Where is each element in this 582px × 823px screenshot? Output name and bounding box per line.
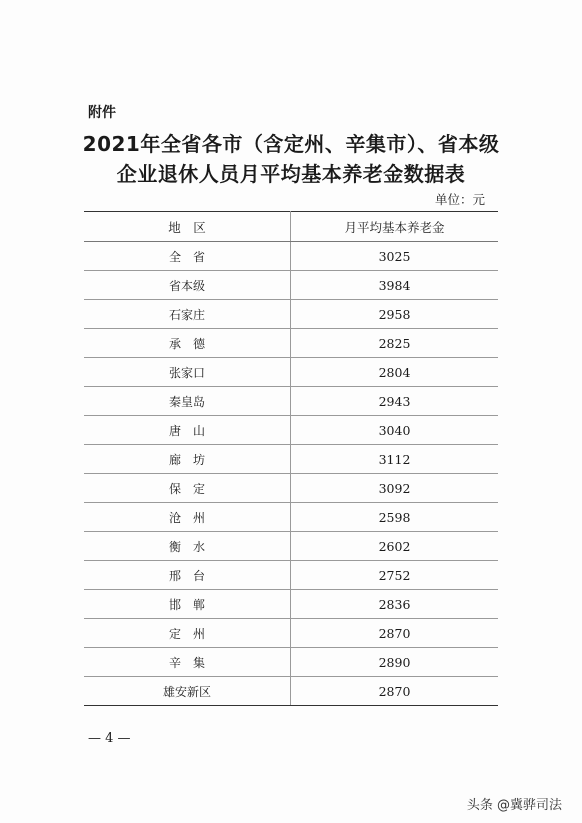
region-cell: 张家口 (84, 358, 291, 387)
value-cell: 3040 (291, 416, 499, 445)
region-cell: 沧 州 (84, 503, 291, 532)
value-cell: 2836 (291, 590, 499, 619)
table-row (84, 300, 498, 329)
table-row (84, 242, 498, 271)
table-row (84, 329, 498, 358)
unit-label: 单位：元 (434, 192, 485, 207)
value-cell: 2752 (291, 561, 499, 590)
pension-data-table (84, 211, 498, 706)
region-cell: 邢 台 (84, 561, 291, 590)
table-row (84, 677, 498, 706)
value-cell: 3112 (291, 445, 499, 474)
region-cell: 衡 水 (84, 532, 291, 561)
value-cell: 2602 (291, 532, 499, 561)
region-cell: 定 州 (84, 619, 291, 648)
table-row (84, 445, 498, 474)
value-cell: 2943 (291, 387, 499, 416)
value-cell: 2870 (291, 619, 499, 648)
document-title-line-2: 企业退休人员月平均基本养老金数据表 (116, 162, 466, 186)
value-cell: 2890 (291, 648, 499, 677)
value-cell: 3092 (291, 474, 499, 503)
header-pension: 月平均基本养老金 (291, 212, 499, 242)
header-region: 地 区 (84, 212, 291, 242)
table-row (84, 561, 498, 590)
value-cell: 2870 (291, 677, 499, 706)
value-cell: 2825 (291, 329, 499, 358)
table-row (84, 503, 498, 532)
document-title-line-1: 2021年全省各市（含定州、辛集市）、省本级 (82, 132, 500, 156)
region-cell: 廊 坊 (84, 445, 291, 474)
table-row (84, 532, 498, 561)
value-cell: 2598 (291, 503, 499, 532)
value-cell: 3025 (291, 242, 499, 271)
watermark: 头条 @冀骅司法 (466, 798, 562, 813)
table-header-row (84, 212, 498, 242)
page-number: — 4 — (88, 731, 131, 746)
table-row (84, 474, 498, 503)
region-cell: 唐 山 (84, 416, 291, 445)
region-cell: 承 德 (84, 329, 291, 358)
table-row (84, 271, 498, 300)
region-cell: 辛 集 (84, 648, 291, 677)
table-row (84, 648, 498, 677)
value-cell: 3984 (291, 271, 499, 300)
region-cell: 保 定 (84, 474, 291, 503)
table-row (84, 619, 498, 648)
table-row (84, 387, 498, 416)
table-row (84, 416, 498, 445)
region-cell: 石家庄 (84, 300, 291, 329)
region-cell: 省本级 (84, 271, 291, 300)
value-cell: 2804 (291, 358, 499, 387)
attachment-label: 附件 (88, 105, 116, 121)
region-cell: 邯 郸 (84, 590, 291, 619)
region-cell: 全 省 (84, 242, 291, 271)
region-cell: 雄安新区 (84, 677, 291, 706)
region-cell: 秦皇岛 (84, 387, 291, 416)
value-cell: 2958 (291, 300, 499, 329)
table-row (84, 590, 498, 619)
table-row (84, 358, 498, 387)
